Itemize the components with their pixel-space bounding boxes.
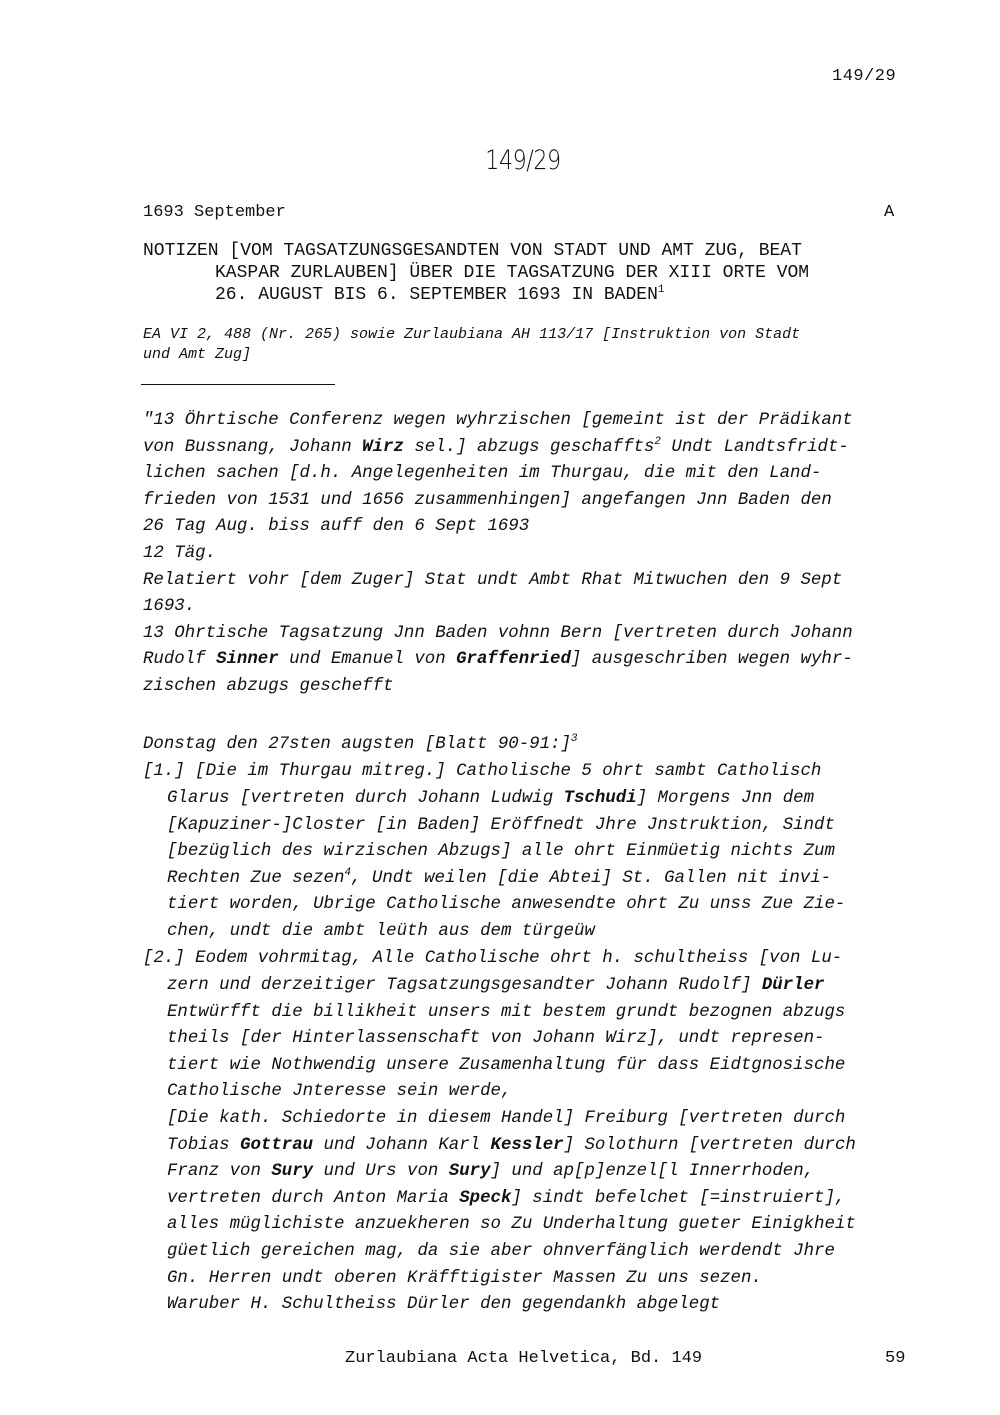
item-1-first-line: [1.] [Die im Thurgau mitreg.] Catholische 5 ohrt sambt Catholisch (143, 762, 822, 781)
heading-line-2: KASPAR ZURLAUBEN] ÜBER DIE TAGSATZUNG DER XIII ORTE VOM (215, 263, 810, 283)
document-number: 149/29 (485, 145, 561, 176)
section-mark: A (884, 203, 895, 222)
footer-series: Zurlaubiana Acta Helvetica, Bd. 149 (345, 1349, 703, 1368)
sources-line-1: EA VI 2, 488 (Nr. 265) sowie Zurlaubiana AH 113/17 [Instruktion von Stadt (143, 326, 801, 343)
footer-page-number: 59 (885, 1349, 906, 1368)
heading-line-3: 26. AUGUST BIS 6. SEPTEMBER 1693 IN BADEN$^1$ (215, 284, 665, 305)
page-reference: 149/29 (832, 67, 897, 86)
footnote-ref-3: 3 (570, 733, 578, 746)
item-1-text: Glarus [vertreten durch Johann Ludwig Tschudi] Morgens Jnn dem [Kapuziner-]Closter [in Baden] Eröffnedt Jhre Jnstruktion, Sindt [bezüglich des wirzischen Abzugs] alle ohrt Einmüetig nichts Zum Rechten Zue sezen$^4$, Undt weilen [die Abtei] St. Gallen nit invi- tiert worden, Ubrige Catholische anwesendte ohrt Zu unss Zue Zie- chen, undt die ambt leüth aus dem türgeüw (167, 789, 846, 941)
heading-line-1: NOTIZEN [VOM TAGSATZUNGSGESANDTEN VON STADT UND AMT ZUG, BEAT (143, 241, 802, 261)
separator-rule (141, 384, 335, 385)
sources-line-2: und Amt Zug] (143, 346, 252, 363)
document-date: 1693 September (143, 203, 286, 222)
item-2-text: zern und derzeitiger Tagsatzungsgesandter Johann Rudolf] Dürler Entwürfft die billikheit unsers mit bestem grundt bezognen abzugs theils [der Hinterlassenschaft von Johann Wirz], undt represen- tiert wie Nothwendig unsere Zusamenhaltung für dass Eidtgnosische Catholische Jnteresse sein werde, [Die kath. Schiedorte in diesem Handel] Freiburg [vertreten durch Tobias Gottrau und Johann Karl Kessler] Solothurn [vertreten durch Franz von Sury und Urs von Sury] und ap[p]enzel[l Innerrhoden, vertreten durch Anton Maria Speck] sindt befelchet [=instruiert], alles müglichiste anzuekheren so Zu Underhaltung gueter Einigkheit güetlich gereichen mag, da sie aber ohnverfänglich werdendt Jhre Gn. Herren undt oberen Kräfftigister Massen Zu uns sezen. Waruber H. Schultheiss Dürler den gegendankh abgelegt (167, 976, 856, 1315)
intro-text: "13 Öhrtische Conferenz wegen wyhrzischen [gemeint ist der Prädikant von Bussnang, Johann Wirz sel.] abzugs geschaffts$^2$ Undt Landtsfridt- lichen sachen [d.h. Angelegenheiten im Thurgau, die mit den Land- frieden von 1531 und 1656 zusammenhingen] angefangen Jnn Baden den 26 Tag Aug. biss auff den 6 Sept 1693 12 Täg. Relatiert vohr [dem Zuger] Stat undt Ambt Rhat Mitwuchen den 9 Sept 1693. 13 Ohrtische Tagsatzung Jnn Baden vohnn Bern [vertreten durch Johann Rudolf Sinner und Emanuel von Graffenried] ausgeschriben wegen wyhr- zischen abzugs geschefft (143, 411, 853, 696)
item-2-first-line: [2.] Eodem vohrmitag, Alle Catholische ohrt h. schultheiss [von Lu- (143, 949, 843, 968)
footnote-ref-2: 2 (654, 435, 661, 448)
footnote-ref-1: 1 (657, 284, 665, 296)
day-heading: Donstag den 27sten augsten [Blatt 90-91:]$^3$ (143, 733, 578, 754)
footnote-ref-4: 4 (344, 866, 352, 879)
